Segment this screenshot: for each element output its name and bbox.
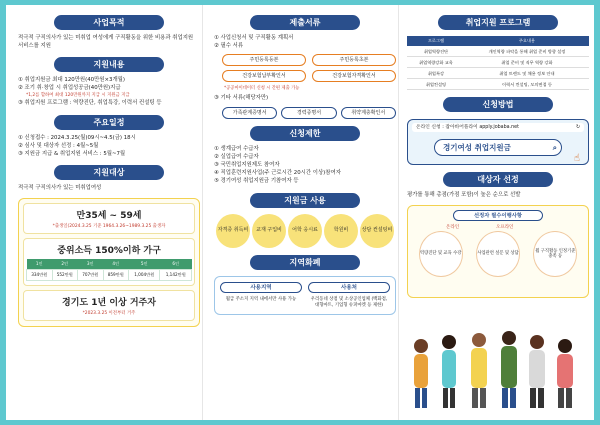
program-cell: 개인역량 파악을 통해 취업 준비 방향 설정 <box>465 46 589 57</box>
limit-item: ④ 직업훈련지원사업(주 근로시간 20시간 이상)참여자 <box>214 170 341 177</box>
priority-item: 사업관련 설문 및 상담 <box>476 231 520 277</box>
offline-label: 오프라인 <box>496 225 514 230</box>
currency-title: 지역화폐 <box>250 255 360 270</box>
income-value: 859만원 <box>103 270 129 281</box>
income-value: 334만원 <box>27 270 53 281</box>
income-header: 2인 <box>52 259 78 270</box>
residence-label: 경기도 1년 이상 거주자 <box>62 298 156 309</box>
limit-item: ② 실업급여 수급자 <box>214 153 259 160</box>
priority-item: 역량진단 및 교육 수강 <box>419 231 463 277</box>
doc-pill: 경력증명서 <box>281 107 336 119</box>
currency-place-text: 우리동네 상점 및 소상공인업체 (백화점, 대형마트, 기업형 슈퍼마켓 등 제한) <box>310 296 388 308</box>
purpose-title: 사업목적 <box>54 15 164 30</box>
person-figure <box>442 335 456 408</box>
currency-area-head: 사용지역 <box>220 282 302 293</box>
usage-circles <box>214 214 396 248</box>
usage-item: 교재 구입비 <box>252 214 286 248</box>
income-card <box>23 238 195 286</box>
pointer-hand-icon: ☝ <box>573 153 580 164</box>
other-docs <box>222 107 396 119</box>
fold-line <box>202 5 203 420</box>
table-row <box>407 46 589 57</box>
program-header: 주요내용 <box>465 36 589 46</box>
docs-title: 제출서류 <box>250 15 360 30</box>
schedule-item: ① 신청접수 : 2024.3.25(월)09시~4.5(금) 18시 <box>18 134 136 141</box>
priority-ovals <box>412 231 584 277</box>
usage-item: 상담 컨설팅비 <box>360 214 394 248</box>
income-label: 중위소득 150%이하 가구 <box>57 246 161 257</box>
docs-item: ① 사업신청서 및 구직활동 계획서 <box>214 35 294 41</box>
income-header: 1인 <box>27 259 53 270</box>
currency-place-head: 사용처 <box>308 282 390 293</box>
docs-item: ② 필수 서류 <box>214 43 244 50</box>
limit-item: ⑤ 경기여성 취업지원금 기참여자 등 <box>214 178 299 185</box>
person-figure <box>529 335 545 408</box>
usage-item: 학원비 <box>324 214 358 248</box>
online-label: 온라인 <box>446 225 460 230</box>
address-bar <box>412 123 584 132</box>
usage-item: 어학 응시료 <box>288 214 322 248</box>
select-text: 평가를 통해 총점(가점 포함)이 높은 순으로 선발 <box>407 192 521 198</box>
age-note: *출생일(2024.3.25 기준 1964.3.26~1989.3.25 출생자 <box>52 224 166 230</box>
program-cell: 취업역량진단 <box>407 46 465 57</box>
currency-box <box>214 276 396 315</box>
income-value: 552만원 <box>52 270 78 281</box>
age-label: 만35세 ~ 59세 <box>76 211 142 222</box>
age-card <box>23 203 195 234</box>
program-cell: 취업특강 <box>407 68 465 79</box>
doc-pill: 주민등록초본 <box>312 54 396 66</box>
apply-title: 신청방법 <box>443 97 553 112</box>
person-figure <box>414 339 428 408</box>
currency-area-text: 월급 주소지 지역 내에서만 사용 가능 <box>225 296 297 302</box>
support-item: ① 취업지원금 최대 120만원(40만원×3개월) <box>18 77 125 83</box>
program-cell: 취업컨설팅 <box>407 79 465 90</box>
priority-item: 월 구직활동 인정기준 충족 등 <box>533 231 577 277</box>
usage-title: 지원금 사용 <box>250 193 360 208</box>
income-value: 1,004만원 <box>129 270 160 281</box>
income-header: 3인 <box>78 259 104 270</box>
limit-title: 신청제한 <box>250 126 360 141</box>
refresh-icon: ↻ <box>575 125 580 130</box>
table-row <box>407 68 589 79</box>
support-item: ③ 취업지원 프로그램 : 역량진단, 취업특강, 이력서 컨설팅 등 <box>18 100 162 107</box>
browser-illustration <box>407 119 589 165</box>
support-item: ② 조기 취·창업 시 취업성공금(40만원)지급 <box>18 85 121 92</box>
apply-url: 온라인 신청 : 잡아바어플라이 apply.jobaba.net <box>416 125 519 130</box>
table-row <box>407 79 589 90</box>
doc-pill: 가족관계증명서 <box>222 107 277 119</box>
program-cell: 취업 준비 및 직무 역량 강화 <box>465 57 589 68</box>
limit-item: ③ 국민취업지원제도 참여자 <box>214 162 280 169</box>
support-note: *1,2를 합하여 최대 120만원까지 지급 시 지원금 지급 <box>26 93 130 99</box>
residence-card <box>23 290 195 321</box>
purpose-text: 적극적 구직의사가 있는 미취업 여성에게 구직활동을 위한 비용과 취업지원 서비스를 지원 <box>18 35 194 49</box>
priority-box <box>407 205 589 298</box>
program-header: 프로그램 <box>407 36 465 46</box>
income-value: 707만원 <box>78 270 104 281</box>
doc-pill: 주민등록등본 <box>222 54 306 66</box>
panel-left <box>18 15 200 327</box>
income-value: 1,142만원 <box>160 270 192 281</box>
limit-item: ① 생계급여 수급자 <box>214 145 259 152</box>
panel-right <box>407 15 589 298</box>
doc-pill: 건강보험자격확인서 <box>312 70 396 82</box>
target-text: 적극적 구직의사가 있는 미취업여성 <box>18 185 102 192</box>
docs-note: *공공마이데이터 신청 시 간편 제출 가능 <box>224 86 300 92</box>
eligibility-box <box>18 198 200 327</box>
schedule-item: ③ 지원금 지급 & 취업지원 서비스 : 5월~7월 <box>18 151 126 158</box>
priority-title: 선정자 필수이행사항 <box>453 210 543 221</box>
program-table <box>407 36 589 90</box>
docs-other: ③ 기타 서류(해당자만) <box>214 95 269 102</box>
schedule-title: 주요일정 <box>54 115 164 130</box>
table-row <box>407 57 589 68</box>
target-title: 지원대상 <box>54 165 164 180</box>
program-cell: 취업역량강화 교육 <box>407 57 465 68</box>
select-title: 대상자 선정 <box>443 172 553 187</box>
search-box <box>434 139 562 156</box>
income-table <box>26 259 192 281</box>
usage-item: 자격증 취득비 <box>216 214 250 248</box>
residence-note: *2023.3.25 이전부터 거주 <box>82 311 136 317</box>
income-header: 5인 <box>129 259 160 270</box>
program-cell: 이력서 컨설팅, 모의면접 등 <box>465 79 589 90</box>
program-title: 취업지원 프로그램 <box>438 15 558 30</box>
income-header: 6인 <box>160 259 192 270</box>
apply-search: 경기여성 취업지원금 <box>443 143 511 152</box>
women-illustration <box>401 330 583 410</box>
doc-pill: 건강보험납부확인서 <box>222 70 306 82</box>
person-figure <box>557 339 573 408</box>
person-figure <box>501 331 517 408</box>
search-icon: ⌕ <box>552 142 557 152</box>
support-title: 지원내용 <box>54 57 164 72</box>
fold-line <box>398 5 399 420</box>
program-cell: 취업 트렌드 및 채용 정보 안내 <box>465 68 589 79</box>
income-header: 4인 <box>103 259 129 270</box>
person-figure <box>471 333 487 408</box>
required-docs <box>222 54 396 82</box>
schedule-item: ② 심사 및 대상자 선정 : 4월~5월 <box>18 142 99 149</box>
doc-pill: 취약계층확인서 <box>341 107 396 119</box>
panel-middle <box>214 15 396 315</box>
